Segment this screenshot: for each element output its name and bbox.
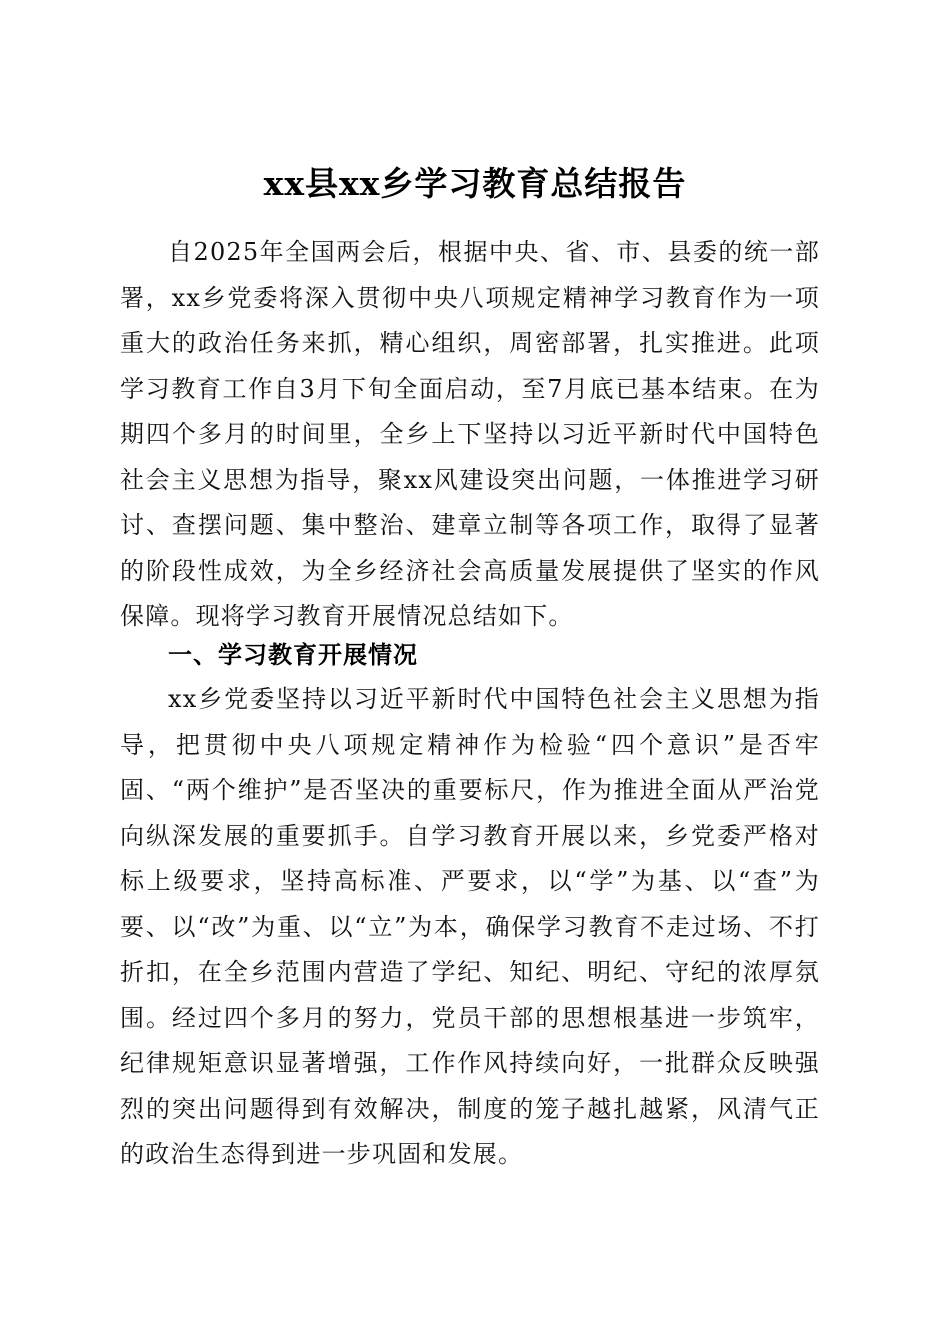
document-title: xx县xx乡学习教育总结报告 [263, 164, 687, 204]
section-paragraph: xx乡党委坚持以习近平新时代中国特色社会主义思想为指导，把贯彻中央八项规定精神作为检验“四个意识”是否牢固、“两个维护”是否坚决的重要标尺，作为推进全面从严治党向纵深发展的重要抓手。自学习教育开展以来，乡党委严格对标上级要求，坚持高标准、严要求，以“学”为基、以“查”为要、以“改”为重、以“立”为本，确保学习教育不走过场、不打折扣，在全乡范围内营造了学纪、知纪、明纪、守纪的浓厚氛围。经过四个多月的努力，党员干部的思想根基进一步筑牢，纪律规矩意识显著增强，工作作风持续向好，一批群众反映强烈的突出问题得到有效解决，制度的笼子越扎越紧，风清气正的政治生态得到进一步巩固和发展。 [120, 685, 820, 1168]
intro-paragraph: 自2025年全国两会后，根据中央、省、市、县委的统一部署，xx乡党委将深入贯彻中央八项规定精神学习教育作为一项重大的政治任务来抓，精心组织，周密部署，扎实推进。此项学习教育工作自3月下旬全面启动，至7月底已基本结束。在为期四个多月的时间里，全乡上下坚持以习近平新时代中国特色社会主义思想为指导，聚xx风建设突出问题，一体推进学习研讨、查摆问题、集中整治、建章立制等各项工作，取得了显著的阶段性成效，为全乡经济社会高质量发展提供了坚实的作风保障。现将学习教育开展情况总结如下。 [120, 238, 820, 630]
section-heading: 一、学习教育开展情况 [168, 641, 418, 669]
